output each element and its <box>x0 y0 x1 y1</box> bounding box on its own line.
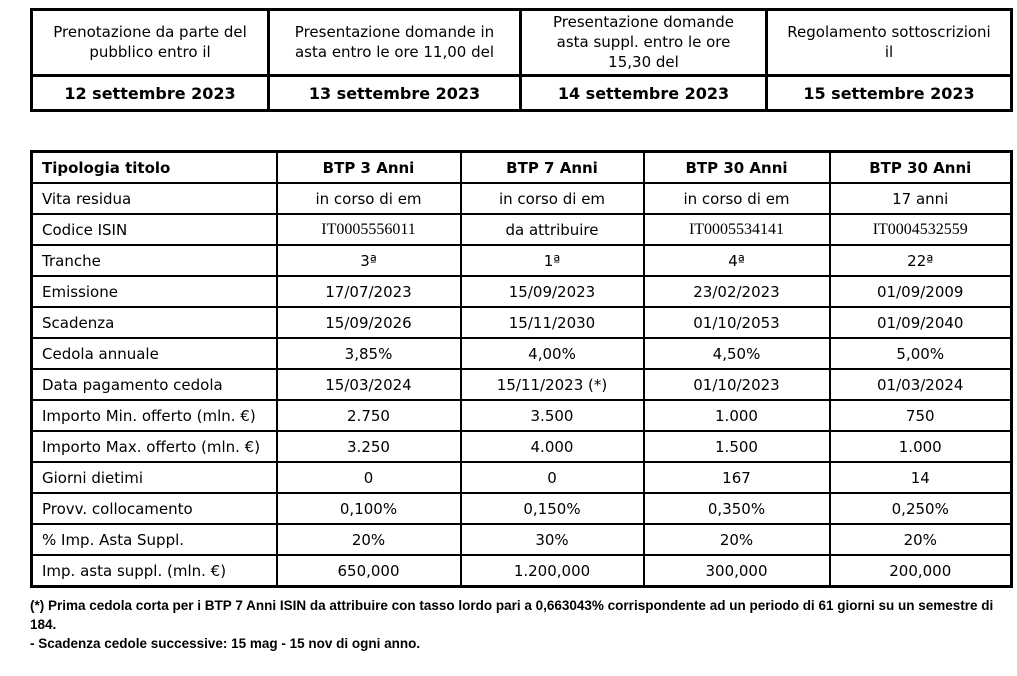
row-label: Importo Max. offerto (mln. €) <box>32 431 277 462</box>
row-value: 3.250 <box>277 431 461 462</box>
row-value: 3ª <box>277 245 461 276</box>
schedule-date-row <box>32 76 1012 111</box>
schedule-date-cell: 14 settembre 2023 <box>521 76 767 111</box>
row-value: 15/09/2023 <box>461 276 644 307</box>
row-value: 4,00% <box>461 338 644 369</box>
row-value: 3,85% <box>277 338 461 369</box>
table-row <box>32 400 1012 431</box>
bond-column-header: BTP 3 Anni <box>277 152 461 184</box>
schedule-date-cell: 12 settembre 2023 <box>32 76 269 111</box>
row-value: 17 anni <box>830 183 1012 214</box>
table-row <box>32 524 1012 555</box>
row-label: Importo Min. offerto (mln. €) <box>32 400 277 431</box>
table-row <box>32 462 1012 493</box>
row-value: in corso di em <box>277 183 461 214</box>
row-value: 01/09/2040 <box>830 307 1012 338</box>
bond-table-body <box>32 152 1012 587</box>
schedule-date-cell: 13 settembre 2023 <box>269 76 521 111</box>
row-value: 0,100% <box>277 493 461 524</box>
bond-header-label: Tipologia titolo <box>32 152 277 184</box>
row-value: IT0005556011 <box>277 214 461 245</box>
row-value: 23/02/2023 <box>644 276 830 307</box>
row-label: Cedola annuale <box>32 338 277 369</box>
footnotes <box>30 597 1002 654</box>
bond-column-header: BTP 30 Anni <box>830 152 1012 184</box>
row-value: 1ª <box>461 245 644 276</box>
row-label: Emissione <box>32 276 277 307</box>
row-value: 300,000 <box>644 555 830 587</box>
schedule-date-cell: 15 settembre 2023 <box>767 76 1012 111</box>
row-value: 0 <box>461 462 644 493</box>
row-value: 4,50% <box>644 338 830 369</box>
row-label: Vita residua <box>32 183 277 214</box>
table-row <box>32 214 1012 245</box>
row-value: in corso di em <box>644 183 830 214</box>
row-value: 20% <box>277 524 461 555</box>
row-value: 15/11/2023 (*) <box>461 369 644 400</box>
row-label: Data pagamento cedola <box>32 369 277 400</box>
row-value: 15/09/2026 <box>277 307 461 338</box>
schedule-header-row <box>32 10 1012 76</box>
table-row <box>32 245 1012 276</box>
row-value: 1.000 <box>644 400 830 431</box>
row-value: 15/03/2024 <box>277 369 461 400</box>
table-row <box>32 183 1012 214</box>
row-value: 17/07/2023 <box>277 276 461 307</box>
row-value: 1.000 <box>830 431 1012 462</box>
row-value: 0 <box>277 462 461 493</box>
schedule-header-cell: Presentazione domande in asta entro le ore 11,00 del <box>269 10 521 76</box>
row-value: 20% <box>830 524 1012 555</box>
row-value: da attribuire <box>461 214 644 245</box>
row-value: IT0005534141 <box>644 214 830 245</box>
row-label: Provv. collocamento <box>32 493 277 524</box>
table-row <box>32 493 1012 524</box>
row-value: 4.000 <box>461 431 644 462</box>
row-value: 200,000 <box>830 555 1012 587</box>
row-value: 20% <box>644 524 830 555</box>
bond-details-table <box>30 150 1013 588</box>
row-value: 01/09/2009 <box>830 276 1012 307</box>
row-value: 14 <box>830 462 1012 493</box>
table-row <box>32 276 1012 307</box>
table-row <box>32 369 1012 400</box>
auction-schedule-table <box>30 8 1013 112</box>
table-row <box>32 431 1012 462</box>
row-value: 01/03/2024 <box>830 369 1012 400</box>
row-value: 4ª <box>644 245 830 276</box>
row-value: 15/11/2030 <box>461 307 644 338</box>
row-value: in corso di em <box>461 183 644 214</box>
row-value: 0,150% <box>461 493 644 524</box>
row-value: 3.500 <box>461 400 644 431</box>
row-value: 01/10/2053 <box>644 307 830 338</box>
row-value: 1.500 <box>644 431 830 462</box>
row-value: 2.750 <box>277 400 461 431</box>
row-value: 0,350% <box>644 493 830 524</box>
row-value: 5,00% <box>830 338 1012 369</box>
footnote-line: (*) Prima cedola corta per i BTP 7 Anni ISIN da attribuire con tasso lordo pari a 0,663043% corrispondente ad un periodo di 61 giorni su un semestre di 184. <box>30 598 994 633</box>
row-value: 0,250% <box>830 493 1012 524</box>
row-label: Scadenza <box>32 307 277 338</box>
row-value: 1.200,000 <box>461 555 644 587</box>
row-value: 750 <box>830 400 1012 431</box>
row-value: 167 <box>644 462 830 493</box>
schedule-header-cell: Presentazione domande asta suppl. entro le ore 15,30 del <box>521 10 767 76</box>
footnote-line: - Scadenza cedole successive: 15 mag - 15 nov di ogni anno. <box>30 636 421 652</box>
row-label: Codice ISIN <box>32 214 277 245</box>
row-value: 30% <box>461 524 644 555</box>
row-label: Tranche <box>32 245 277 276</box>
schedule-header-cell: Regolamento sottoscrizioni il <box>767 10 1012 76</box>
table-row <box>32 555 1012 587</box>
row-value: 22ª <box>830 245 1012 276</box>
table-row <box>32 338 1012 369</box>
row-value: 650,000 <box>277 555 461 587</box>
row-label: % Imp. Asta Suppl. <box>32 524 277 555</box>
row-label: Giorni dietimi <box>32 462 277 493</box>
row-value: IT0004532559 <box>830 214 1012 245</box>
bond-header-row <box>32 152 1012 184</box>
row-label: Imp. asta suppl. (mln. €) <box>32 555 277 587</box>
row-value: 01/10/2023 <box>644 369 830 400</box>
table-row <box>32 307 1012 338</box>
schedule-header-cell: Prenotazione da parte del pubblico entro il <box>32 10 269 76</box>
bond-column-header: BTP 30 Anni <box>644 152 830 184</box>
bond-column-header: BTP 7 Anni <box>461 152 644 184</box>
